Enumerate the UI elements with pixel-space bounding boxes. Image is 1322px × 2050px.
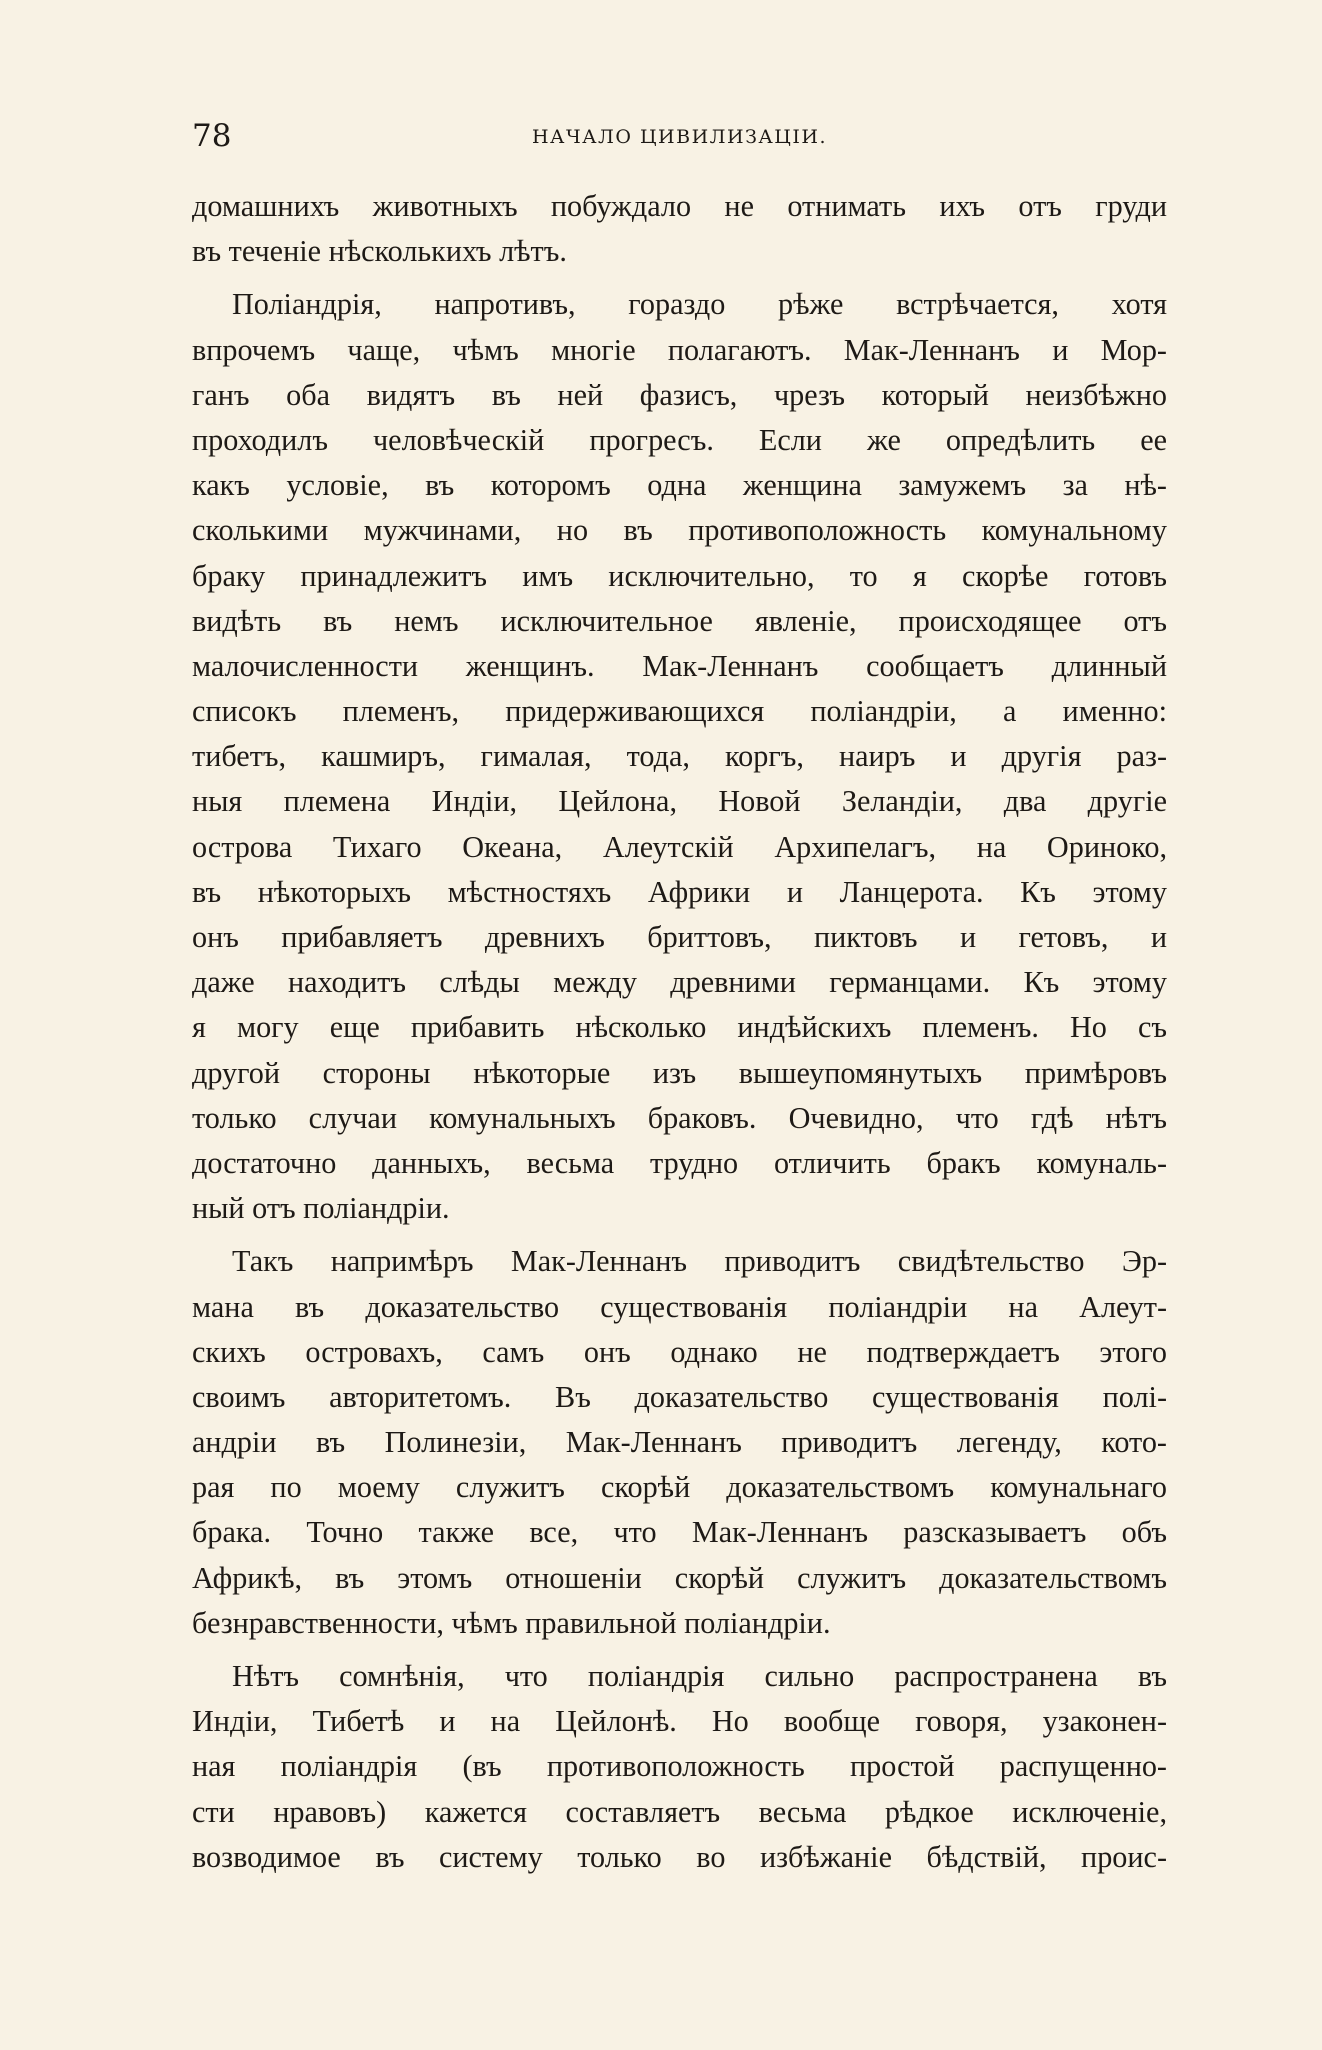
text-line: другой стороны нѣкоторые изъ вышеупомянутыхъ примѣровъ bbox=[192, 1055, 1167, 1090]
text-line: своимъ авторитетомъ. Въ доказательство существованія полі- bbox=[192, 1379, 1167, 1414]
text-line: сти нравовъ) кажется составляетъ весьма рѣдкое исключеніе, bbox=[192, 1794, 1167, 1829]
text-line: списокъ племенъ, придерживающихся поліандріи, а именно: bbox=[192, 694, 1167, 729]
text-line: браку принадлежитъ имъ исключительно, то я скорѣе готовъ bbox=[192, 558, 1167, 593]
text-line: домашнихъ животныхъ побуждало не отнимать ихъ отъ груди bbox=[192, 189, 1167, 223]
text-line: острова Тихаго Океана, Алеутскій Архипелагъ, на Ориноко, bbox=[192, 829, 1167, 864]
text-line: безнравственности, чѣмъ правильной поліандріи. bbox=[192, 1605, 831, 1640]
text-line: какъ условіе, въ которомъ одна женщина замужемъ за нѣ- bbox=[192, 468, 1167, 503]
text-line: Нѣтъ сомнѣнія, что поліандрія сильно распространена въ bbox=[232, 1659, 1167, 1693]
text-line: я могу еще прибавить нѣсколько индѣйскихъ племенъ. Но съ bbox=[192, 1010, 1167, 1045]
text-line: малочисленности женщинъ. Мак-Леннанъ сообщаетъ длинный bbox=[192, 648, 1167, 683]
text-line: ганъ оба видятъ въ ней фазисъ, чрезъ который неизбѣжно bbox=[192, 377, 1167, 412]
text-line: даже находитъ слѣды между древними германцами. Къ этому bbox=[192, 965, 1167, 1000]
text-line: андріи въ Полинезіи, Мак-Леннанъ приводитъ легенду, кото- bbox=[192, 1425, 1167, 1460]
text-line: видѣть въ немъ исключительное явленіе, происходящее отъ bbox=[192, 603, 1167, 638]
text-line: онъ прибавляетъ древнихъ бриттовъ, пиктовъ и гетовъ, и bbox=[192, 920, 1167, 954]
page-number: 78 bbox=[192, 118, 232, 154]
text-line: только случаи комунальныхъ браковъ. Очевидно, что гдѣ нѣтъ bbox=[192, 1100, 1167, 1135]
page-header bbox=[192, 118, 1167, 154]
text-line: Африкѣ, въ этомъ отношеніи скорѣй служитъ доказательствомъ bbox=[192, 1560, 1167, 1595]
text-line: достаточно данныхъ, весьма трудно отличить бракъ комуналь- bbox=[192, 1145, 1167, 1180]
text-line: Такъ напримѣръ Мак-Леннанъ приводитъ свидѣтельство Эр- bbox=[232, 1244, 1167, 1279]
text-line: въ теченіе нѣсколькихъ лѣтъ. bbox=[192, 234, 567, 269]
text-line: возводимое въ систему только во избѣжаніе бѣдствій, проис- bbox=[192, 1839, 1167, 1874]
text-line: Индіи, Тибетѣ и на Цейлонѣ. Но вообще говоря, узаконен- bbox=[192, 1704, 1167, 1739]
text-line: брака. Точно также все, что Мак-Леннанъ разсказываетъ объ bbox=[192, 1515, 1167, 1550]
body-text bbox=[192, 184, 1167, 1880]
text-line: ная поліандрія (въ противоположность простой распущенно- bbox=[192, 1749, 1167, 1784]
text-line: мана въ доказательство существованія поліандріи на Алеут- bbox=[192, 1289, 1167, 1324]
text-line: проходилъ человѣческій прогресъ. Если же опредѣлить ее bbox=[192, 422, 1167, 457]
text-line: сколькими мужчинами, но въ противоположность комунальному bbox=[192, 513, 1167, 548]
text-line: въ нѣкоторыхъ мѣстностяхъ Африки и Ланцерота. Къ этому bbox=[192, 874, 1167, 909]
text-line: рая по моему служитъ скорѣй доказательствомъ комунальнаго bbox=[192, 1470, 1167, 1505]
text-line: скихъ островахъ, самъ онъ однако не подтверждаетъ этого bbox=[192, 1334, 1167, 1369]
text-line: ныя племена Индіи, Цейлона, Новой Зеландіи, два другіе bbox=[192, 784, 1167, 819]
text-line: Поліандрія, напротивъ, гораздо рѣже встрѣчается, хотя bbox=[232, 287, 1167, 322]
text-line: ный отъ поліандріи. bbox=[192, 1191, 450, 1226]
text-line: тибетъ, кашмиръ, гималая, тода, коргъ, наиръ и другія раз- bbox=[192, 739, 1167, 774]
text-line: впрочемъ чаще, чѣмъ многіе полагаютъ. Мак-Леннанъ и Мор- bbox=[192, 332, 1167, 367]
running-title: НАЧАЛО ЦИВИЛИЗАЦІИ. bbox=[531, 126, 827, 148]
